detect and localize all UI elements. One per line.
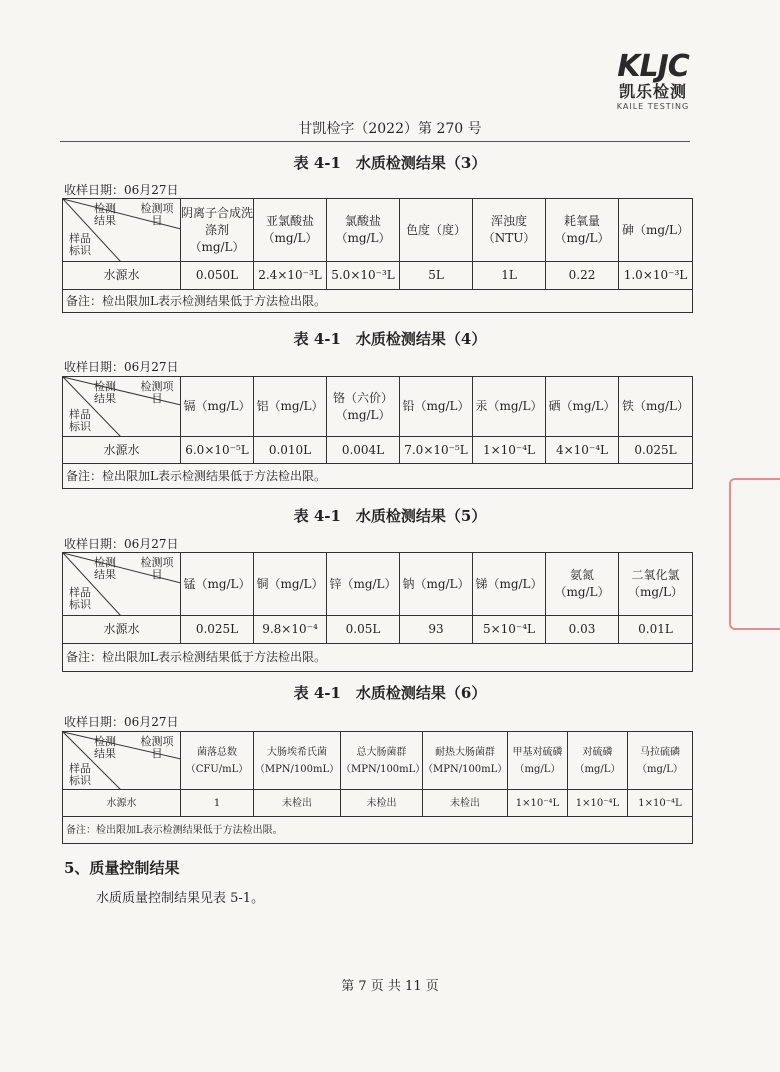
column-header: 甲基对硫磷（mg/L） (508, 732, 568, 790)
page-number: 第 7 页 共 11 页 (341, 979, 439, 994)
table-diagonal-header (63, 377, 181, 437)
diag-sample-label: 样品标识 (69, 586, 91, 611)
table-title-3: 表 4-1 水质检测结果（3） (293, 154, 487, 172)
column-header: 氯酸盐（mg/L） (327, 199, 400, 262)
value-cell: 未检出 (341, 790, 423, 817)
result-table-6 (62, 731, 693, 844)
value-cell: 5L (400, 262, 473, 290)
table-note: 备注：检出限加L表示检测结果低于方法检出限。 (63, 644, 693, 672)
diag-item-label: 检测项目 (140, 380, 174, 405)
value-cell: 93 (400, 616, 473, 644)
value-cell: 未检出 (423, 790, 508, 817)
value-cell: 0.025L (619, 437, 693, 464)
table-row (63, 437, 693, 464)
sample-name-cell: 水源水 (63, 437, 181, 464)
result-table-5 (62, 552, 693, 672)
table-title-6: 表 4-1 水质检测结果（6） (293, 684, 487, 702)
value-cell: 2.4×10⁻³L (254, 262, 327, 290)
column-header: 大肠埃希氏菌（MPN/100mL） (254, 732, 341, 790)
column-header: 铅（mg/L） (400, 377, 473, 437)
table-note: 备注：检出限加L表示检测结果低于方法检出限。 (63, 290, 693, 313)
diag-sample-label: 样品标识 (69, 762, 91, 787)
column-header: 浑浊度（NTU） (473, 199, 546, 262)
column-header: 铁（mg/L） (619, 377, 693, 437)
column-header: 氨氮（mg/L） (546, 553, 619, 616)
column-header: 镉（mg/L） (181, 377, 254, 437)
value-cell: 4×10⁻⁴L (546, 437, 619, 464)
column-header: 硒（mg/L） (546, 377, 619, 437)
column-header: 二氧化氯（mg/L） (619, 553, 693, 616)
table-row (63, 262, 693, 290)
column-header: 铜（mg/L） (254, 553, 327, 616)
table-title-5: 表 4-1 水质检测结果（5） (293, 507, 487, 525)
table-row (63, 790, 693, 817)
result-table-3 (62, 198, 693, 313)
sample-date-4: 收样日期：06月27日 (64, 360, 179, 374)
diag-result-label: 检测结果 (94, 202, 116, 227)
column-header: 对硫磷（mg/L） (568, 732, 628, 790)
sample-name-cell: 水源水 (63, 616, 181, 644)
column-header: 菌落总数（CFU/mL） (181, 732, 254, 790)
column-header: 铬（六价）（mg/L） (327, 377, 400, 437)
sample-date-6: 收样日期：06月27日 (64, 715, 179, 729)
value-cell: 1×10⁻⁴L (628, 790, 693, 817)
diag-sample-label: 样品标识 (69, 232, 91, 257)
section-heading: 5、质量控制结果 (64, 859, 180, 877)
sample-name-cell: 水源水 (63, 790, 181, 817)
column-header: 总大肠菌群（MPN/100mL） (341, 732, 423, 790)
column-header: 砷（mg/L） (619, 199, 693, 262)
table-diagonal-header (63, 732, 181, 790)
column-header: 汞（mg/L） (473, 377, 546, 437)
sample-date-3: 收样日期：06月27日 (64, 183, 179, 197)
document-number: 甘凯检字（2022）第 270 号 (298, 121, 482, 137)
value-cell: 5×10⁻⁴L (473, 616, 546, 644)
column-header: 阴离子合成洗涤剂（mg/L） (181, 199, 254, 262)
column-header: 亚氯酸盐（mg/L） (254, 199, 327, 262)
value-cell: 7.0×10⁻⁵L (400, 437, 473, 464)
column-header: 锌（mg/L） (327, 553, 400, 616)
value-cell: 0.025L (181, 616, 254, 644)
table-diagonal-header (63, 199, 181, 262)
diag-result-label: 检测结果 (94, 556, 116, 581)
value-cell: 1×10⁻⁴L (568, 790, 628, 817)
value-cell: 0.22 (546, 262, 619, 290)
sample-name-cell: 水源水 (63, 262, 181, 290)
value-cell: 5.0×10⁻³L (327, 262, 400, 290)
logo-company-name: 凯乐检测 (618, 82, 687, 101)
table-row (63, 616, 693, 644)
column-header: 铝（mg/L） (254, 377, 327, 437)
value-cell: 0.050L (181, 262, 254, 290)
value-cell: 1.0×10⁻³L (619, 262, 693, 290)
column-header: 马拉硫磷（mg/L） (628, 732, 693, 790)
diag-item-label: 检测项目 (140, 202, 174, 227)
column-header: 钠（mg/L） (400, 553, 473, 616)
value-cell: 0.01L (619, 616, 693, 644)
column-header: 耗氧量（mg/L） (546, 199, 619, 262)
diag-sample-label: 样品标识 (69, 408, 91, 433)
header-divider (60, 141, 690, 142)
diag-item-label: 检测项目 (140, 556, 174, 581)
sample-date-5: 收样日期：06月27日 (64, 537, 179, 551)
diag-result-label: 检测结果 (94, 735, 116, 760)
column-header: 耐热大肠菌群（MPN/100mL） (423, 732, 508, 790)
value-cell: 0.010L (254, 437, 327, 464)
logo-mark: KLJC (617, 49, 689, 84)
value-cell: 未检出 (254, 790, 341, 817)
value-cell: 0.004L (327, 437, 400, 464)
column-header: 锑（mg/L） (473, 553, 546, 616)
value-cell: 0.05L (327, 616, 400, 644)
company-logo (598, 49, 708, 111)
value-cell: 1×10⁻⁴L (508, 790, 568, 817)
table-diagonal-header (63, 553, 181, 616)
diag-item-label: 检测项目 (140, 735, 174, 760)
section-text: 水质质量控制结果见表 5-1。 (96, 891, 265, 906)
logo-english-name: KAILE TESTING (616, 102, 690, 111)
value-cell: 6.0×10⁻⁵L (181, 437, 254, 464)
seal-stamp (729, 478, 780, 630)
value-cell: 0.03 (546, 616, 619, 644)
table-note: 备注：检出限加L表示检测结果低于方法检出限。 (63, 464, 693, 489)
table-note: 备注：检出限加L表示检测结果低于方法检出限。 (63, 817, 693, 844)
value-cell: 1 (181, 790, 254, 817)
diag-result-label: 检测结果 (94, 380, 116, 405)
result-table-4 (62, 376, 693, 489)
value-cell: 9.8×10⁻⁴ (254, 616, 327, 644)
column-header: 锰（mg/L） (181, 553, 254, 616)
value-cell: 1L (473, 262, 546, 290)
table-title-4: 表 4-1 水质检测结果（4） (293, 330, 487, 348)
column-header: 色度（度） (400, 199, 473, 262)
value-cell: 1×10⁻⁴L (473, 437, 546, 464)
